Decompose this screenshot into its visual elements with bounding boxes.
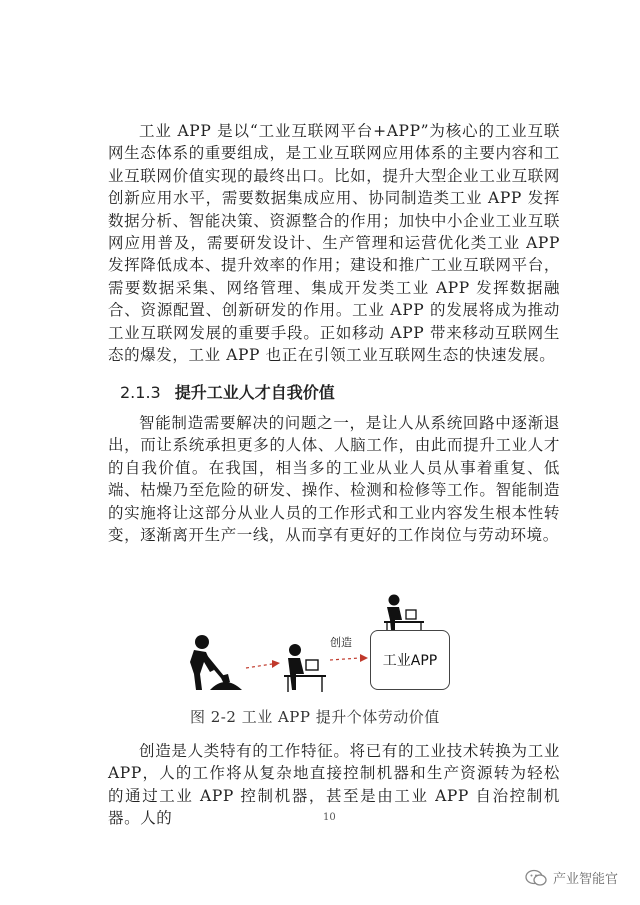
create-label: 创造 — [330, 636, 352, 649]
figure-2-2 — [180, 590, 460, 700]
create-arrow-icon — [330, 654, 368, 662]
paragraph-creation: 创造是人类特有的工作特征。将已有的工业技术转换为工业APP，人的工作将从复杂地直接控制机器和生产资源转为轻松的通过工业 APP 控制机器，甚至是由工业 APP 自治控制机器。人的 — [108, 742, 560, 828]
wechat-icon — [525, 869, 547, 887]
digging-worker-icon — [190, 635, 242, 690]
section-title: 提升工业人才自我价值 — [174, 383, 335, 402]
watermark — [525, 868, 618, 887]
paragraph-smart-manufacturing: 智能制造需要解决的问题之一，是让人从系统回路中逐渐退出，而让系统承担更多的人体、人脑工作，由此而提升工业人才的自我价值。在我国，相当多的工业从业人员从事着重复、低端、枯燥乃至危险的研发、操作、检测和检修等工作。智能制造的实施将让这部分从业人员的工作形式和工业内容发生根本性转变，逐渐离开生产一线，从而享有更好的工作岗位与劳动环境。 — [108, 414, 560, 545]
arrow-icon — [246, 660, 280, 668]
designer-worker-icon — [384, 595, 424, 633]
section-number: 2.1.3 — [120, 383, 161, 402]
industrial-app-box: 工业APP — [370, 630, 450, 690]
office-worker-icon — [284, 644, 326, 692]
watermark-text: 产业智能官 — [552, 872, 618, 887]
figure-caption: 图 2-2 工业 APP 提升个体劳动价值 — [190, 708, 440, 726]
page-number: 10 — [323, 812, 336, 823]
paragraph-intro: 工业 APP 是以“工业互联网平台+APP”为核心的工业互联网生态体系的重要组成，是工业互联网应用体系的主要内容和工业互联网价值实现的最终出口。比如，提升大型企业工业互联网创新应用水平，需要数据集成应用、协同制造类工业 APP 发挥数据分析、智能决策、资源整合的作用；加快中小企业工业互联网应用普及，需要研发设计、生产管理和运营优化类工业 APP 发挥降低成本、提升效率的作用；建设和推广工业互联网平台，需要数据采集、网络管理、集成开发类工业 APP 发挥数据融合、资源配置、创新研发的作用。工业 APP 的发展将成为推动工业互联网发展的重要手段。正如移动 APP 带来移动互联网生态的爆发，工业 APP 也正在引领工业互联网生态的快速发展。 — [108, 122, 560, 365]
section-heading — [120, 380, 335, 403]
